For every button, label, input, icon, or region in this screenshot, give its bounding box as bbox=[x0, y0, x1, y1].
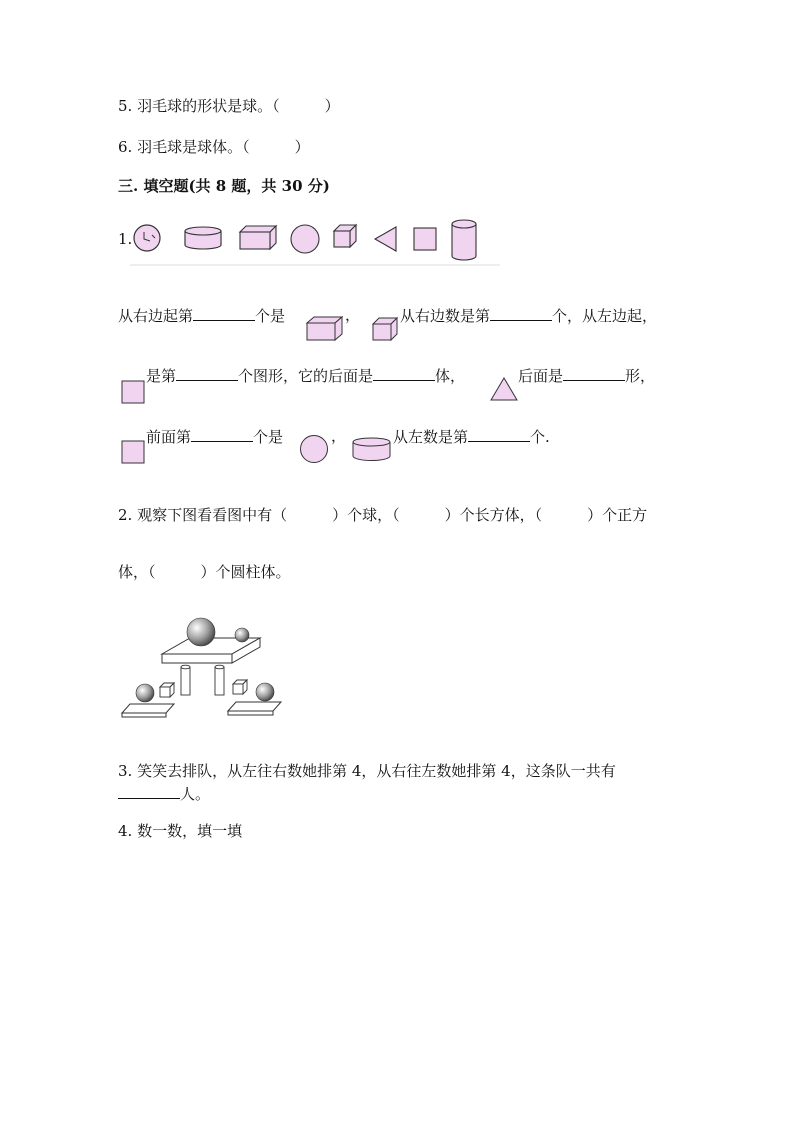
fill1-line2-b bbox=[518, 365, 655, 386]
fill1-line3-a bbox=[146, 426, 283, 447]
fill1-text: 从左数是第 bbox=[393, 428, 469, 446]
fill1-line1-b bbox=[400, 305, 657, 326]
tall-cylinder-icon bbox=[452, 220, 476, 260]
fill1-text: 个，从左边起， bbox=[552, 307, 658, 325]
circle-figure bbox=[299, 434, 329, 464]
section-heading: 三. 填空题(共 8 题，共 30 分) bbox=[118, 177, 330, 195]
fill1-comma: ， bbox=[345, 306, 361, 324]
answer-blank[interactable] bbox=[468, 426, 530, 442]
fill1-line2-a bbox=[146, 365, 465, 386]
shape-strip bbox=[130, 214, 500, 266]
answer-blank[interactable] bbox=[118, 783, 180, 799]
cuboid-figure bbox=[305, 316, 345, 342]
answer-blank[interactable] bbox=[176, 365, 238, 381]
fill3-line2 bbox=[118, 783, 210, 804]
fill3-text: 人。 bbox=[180, 785, 211, 803]
flat-cylinder-icon bbox=[185, 227, 221, 249]
answer-blank[interactable] bbox=[191, 426, 253, 442]
fill1-number: 1. bbox=[118, 230, 133, 248]
fill1-text: 个. bbox=[530, 428, 550, 446]
square-figure bbox=[121, 380, 145, 404]
fill1-text: 是第 bbox=[146, 367, 177, 385]
circle-icon bbox=[291, 225, 319, 253]
question-5: 5. 羽毛球的形状是球。（ ） bbox=[118, 97, 340, 115]
cube-figure bbox=[371, 317, 399, 341]
fill1-text: 前面第 bbox=[146, 428, 192, 446]
fill1-line1-a bbox=[118, 305, 285, 326]
triangle-figure bbox=[490, 377, 518, 401]
question-6: 6. 羽毛球是球体。（ ） bbox=[118, 138, 310, 156]
fill1-text: 个是 bbox=[255, 307, 286, 325]
fill1-text: 形， bbox=[625, 367, 656, 385]
fill1-text: 后面是 bbox=[518, 367, 564, 385]
square-icon bbox=[414, 228, 436, 250]
fill3-line1: 3. 笑笑去排队，从左往右数她排第 4，从右往左数她排第 4，这条队一共有 bbox=[118, 762, 616, 780]
flat-cylinder-figure bbox=[351, 437, 393, 463]
square-figure bbox=[121, 440, 145, 464]
cuboid-icon bbox=[240, 226, 276, 249]
clock-circle-icon bbox=[134, 225, 160, 251]
answer-blank[interactable] bbox=[193, 305, 255, 321]
fill2-line2: 体，（ ）个圆柱体。 bbox=[118, 563, 291, 581]
fill1-text: 从右边数是第 bbox=[400, 307, 491, 325]
solids-scene-figure bbox=[118, 612, 288, 718]
fill1-text: 从右边起第 bbox=[118, 307, 194, 325]
fill1-comma: ， bbox=[331, 427, 347, 445]
fill1-line3-b bbox=[393, 426, 550, 447]
answer-blank[interactable] bbox=[490, 305, 552, 321]
fill1-text: 个是 bbox=[253, 428, 284, 446]
cube-icon bbox=[334, 225, 356, 247]
fill4-line: 4. 数一数，填一填 bbox=[118, 822, 243, 840]
fill1-text: 体， bbox=[435, 367, 466, 385]
fill1-text: 个图形，它的后面是 bbox=[238, 367, 374, 385]
triangle-icon bbox=[375, 227, 396, 251]
answer-blank[interactable] bbox=[563, 365, 625, 381]
fill2-line1: 2. 观察下图看看图中有（ ）个球，（ ）个长方体，（ ）个正方 bbox=[118, 506, 648, 524]
answer-blank[interactable] bbox=[373, 365, 435, 381]
